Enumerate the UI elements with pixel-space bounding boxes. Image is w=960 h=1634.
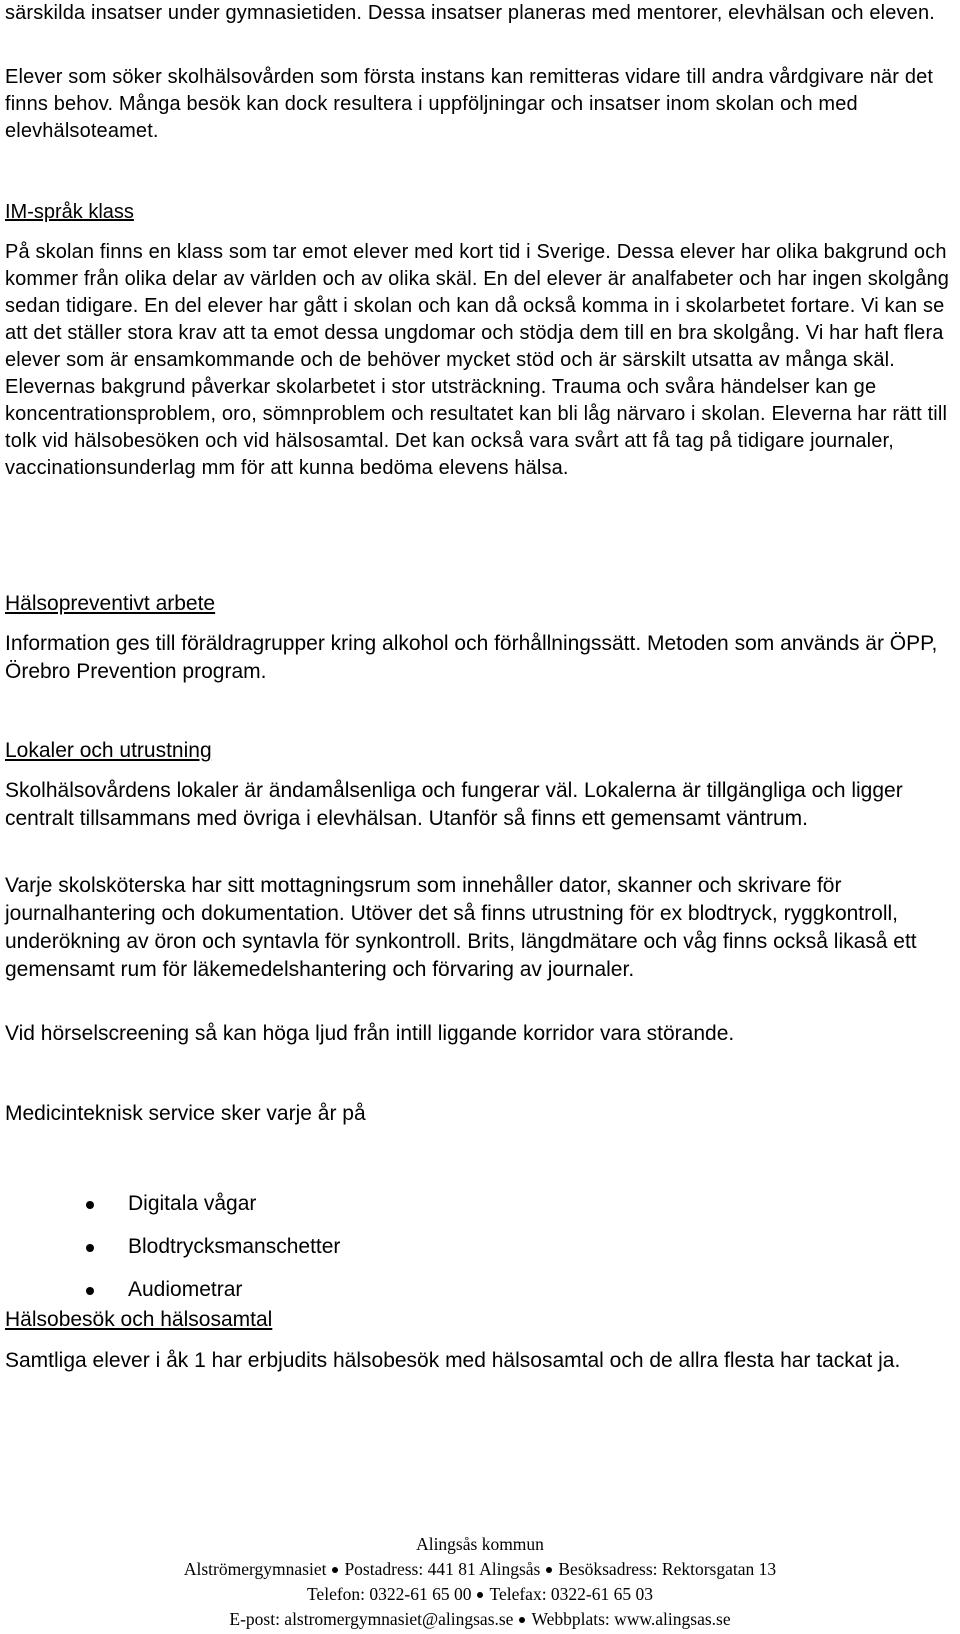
- bullet-icon: [519, 1617, 525, 1623]
- page-footer: [0, 1532, 960, 1632]
- list-item: [0, 1233, 960, 1276]
- list-item-text: Audiometrar: [128, 1278, 243, 1301]
- medicinteknisk-intro: Medicinteknisk service sker varje år på: [5, 1102, 366, 1125]
- list-item: [0, 1190, 960, 1233]
- halsobesok-body: Samtliga elever i åk 1 har erbjudits hälsobesök med hälsosamtal och de allra flesta har tackat ja.: [5, 1349, 901, 1372]
- footer-postal: Postadress: 441 81 Alingsås: [344, 1559, 541, 1579]
- halsopreventivt-body: Information ges till föräldragrupper kring alkohol och förhållningssätt. Metoden som används är ÖPP, Örebro Prevention program.: [5, 632, 938, 683]
- list-item-text: Digitala vågar: [128, 1192, 257, 1215]
- bullet-icon: [86, 1287, 94, 1295]
- intro-paragraph-2: Elever som söker skolhälsovården som första instans kan remitteras vidare till andra vårdgivare när det finns behov. Många besök kan dock resultera i uppföljningar och insatser inom skolan och med elevhälsoteamet.: [5, 66, 934, 142]
- footer-web-line: [0, 1607, 960, 1632]
- lokaler-paragraph-2: Varje skolsköterska har sitt mottagningsrum som innehåller dator, skanner och skrivare för journalhantering och dokumentation. Utöver det så finns utrustning för ex blodtryck, ryggkontroll, underökning av öron och syntavla för synkontroll. Brits, längdmätare och våg finns också likaså ett gemensamt rum för läkemedelshantering och förvaring av journaler.: [5, 874, 917, 981]
- footer-visit: Besöksadress: Rektorsgatan 13: [558, 1559, 777, 1579]
- footer-phone-line: [0, 1582, 960, 1607]
- footer-school: Alströmergymnasiet: [183, 1559, 327, 1579]
- footer-web: Webbplats: www.alingsas.se: [531, 1609, 731, 1629]
- lokaler-heading: Lokaler och utrustning: [5, 739, 212, 762]
- im-sprak-body: På skolan finns en klass som tar emot elever med kort tid i Sverige. Dessa elever har olika bakgrund och kommer från olika delar av världen och av olika skäl. En del elever är analfabeter och har ingen skolgång sedan tidigare. En del elever har gått i skolan och kan då också komma in i skolarbetet fortare. Vi kan se att det ställer stora krav att ta emot dessa ungdomar och stödja dem till en bra skolgång. Vi har haft flera elever som är ensamkommande och de behöver mycket stöd och är särskilt utsatta av många skäl. Elevernas bakgrund påverkar skolarbetet i stor utsträckning. Trauma och svåra händelser kan ge koncentrationsproblem, oro, sömnproblem och resultatet kan bli låg närvaro i skolan. Eleverna har rätt till tolk vid hälsobesöken och vid hälsosamtal. Det kan också vara svårt att få tag på tidigare journaler, vaccinationsunderlag mm för att kunna bedöma elevens hälsa.: [5, 241, 950, 479]
- lokaler-paragraph-1: Skolhälsovårdens lokaler är ändamålsenliga och fungerar väl. Lokalerna är tillgängliga och ligger centralt tillsammans med övriga i elevhälsan. Utanför så finns ett gemensamt väntrum.: [5, 779, 903, 830]
- bullet-icon: [546, 1567, 552, 1573]
- footer-email: E-post: alstromergymnasiet@alingsas.se: [229, 1609, 514, 1629]
- im-sprak-heading: IM-språk klass: [5, 201, 134, 223]
- footer-address-line: [0, 1557, 960, 1582]
- intro-paragraph-1: särskilda insatser under gymnasietiden. Dessa insatser planeras med mentorer, elevhälsan och eleven.: [5, 2, 935, 24]
- halsopreventivt-heading: Hälsopreventivt arbete: [5, 592, 216, 615]
- bullet-icon: [477, 1592, 483, 1598]
- lokaler-paragraph-3: Vid hörselscreening så kan höga ljud från intill liggande korridor vara störande.: [5, 1022, 735, 1045]
- bullet-icon: [86, 1201, 94, 1209]
- bullet-icon: [86, 1244, 94, 1252]
- footer-org: Alingsås kommun: [416, 1534, 544, 1554]
- halsobesok-heading: Hälsobesök och hälsosamtal: [5, 1308, 273, 1331]
- footer-phone: Telefon: 0322-61 65 00: [306, 1584, 472, 1604]
- bullet-icon: [332, 1567, 338, 1573]
- list-item-text: Blodtrycksmanschetter: [128, 1235, 341, 1258]
- medicinteknisk-list: [0, 1190, 960, 1319]
- footer-fax: Telefax: 0322-61 65 03: [489, 1584, 654, 1604]
